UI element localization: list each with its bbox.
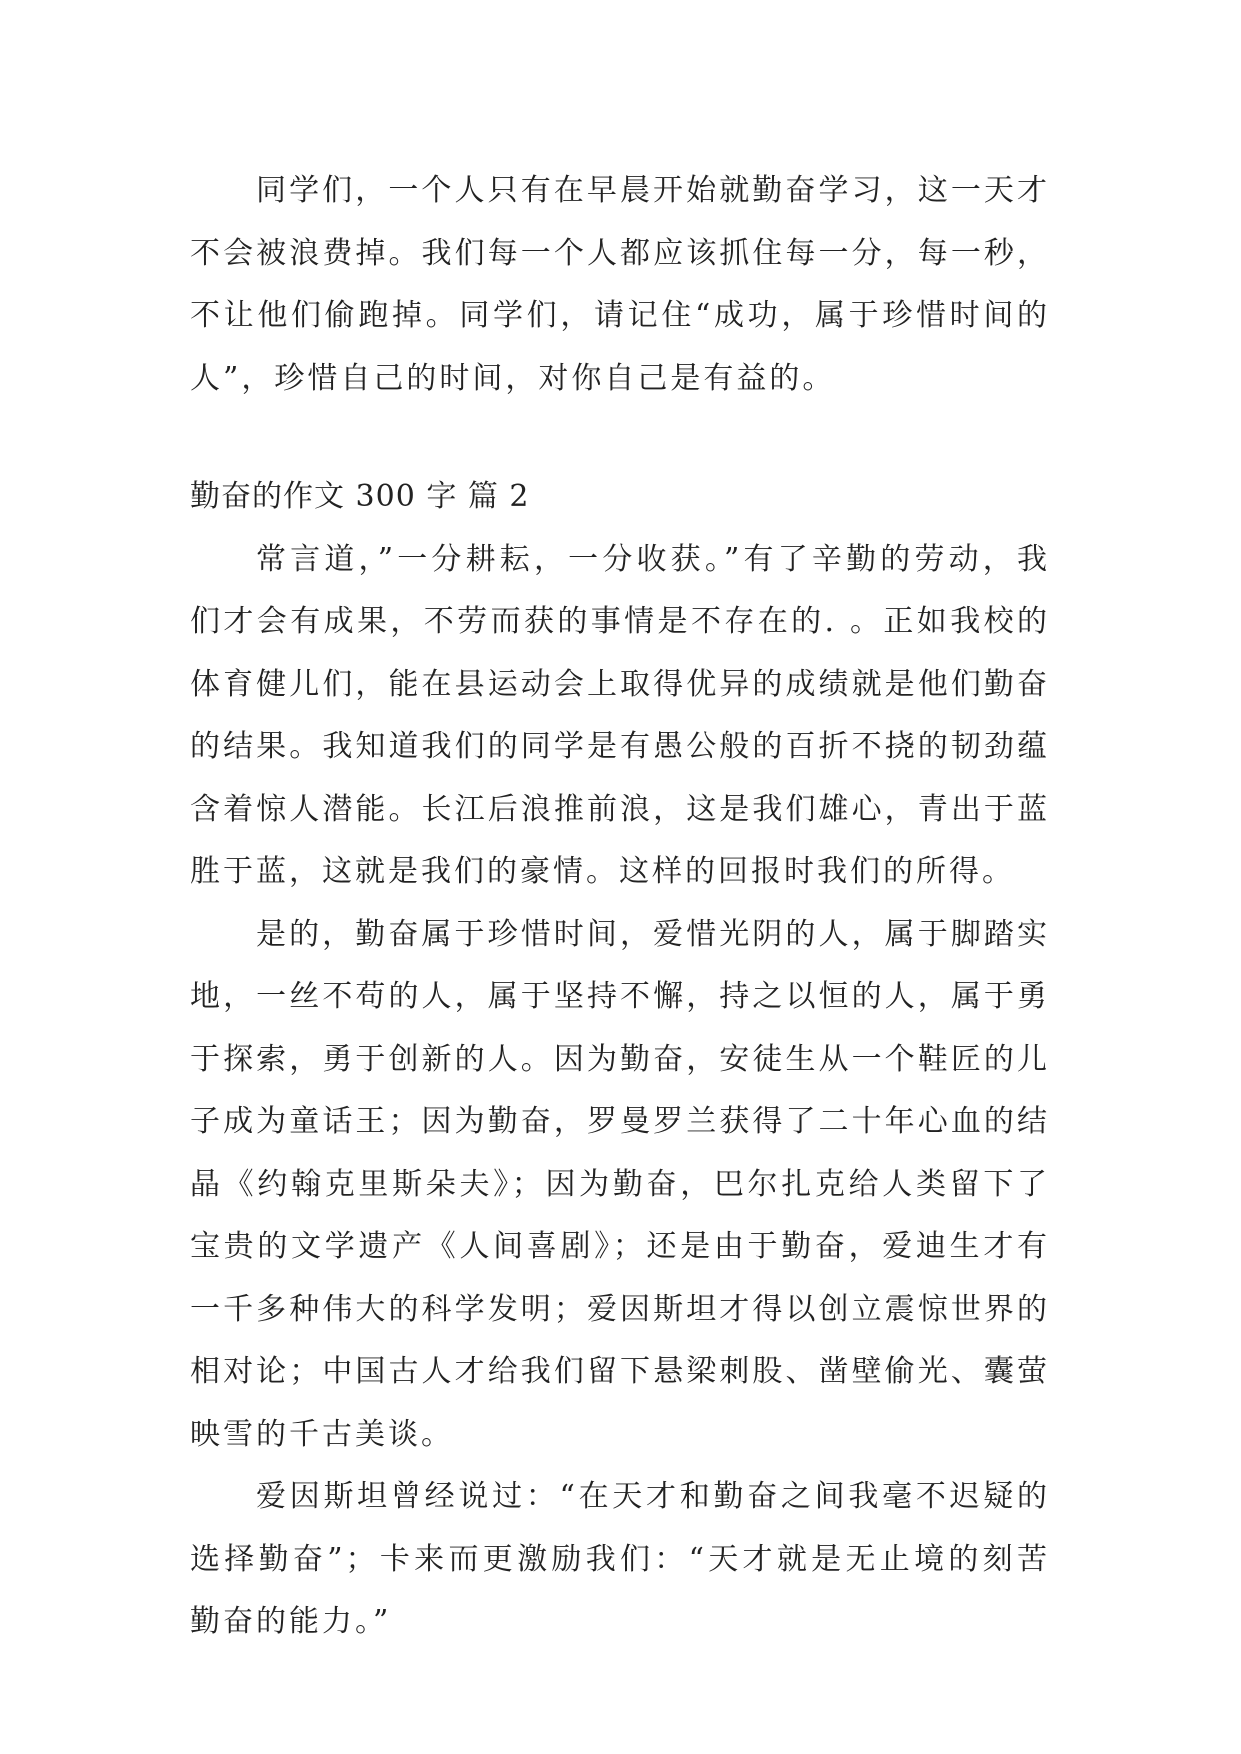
paragraph-3: 是的，勤奋属于珍惜时间，爱惜光阴的人，属于脚踏实地，一丝不苟的人，属于坚持不懈，持之以恒的人，属于勇于探索，勇于创新的人。因为勤奋，安徒生从一个鞋匠的儿子成为童话王；因为勤奋，罗曼罗兰获得了二十年心血的结晶《约翰克里斯朵夫》；因为勤奋，巴尔扎克给人类留下了宝贵的文学遗产《人间喜剧》；还是由于勤奋，爱迪生才有一千多种伟大的科学发明；爱因斯坦才得以创立震惊世界的相对论；中国古人才给我们留下悬梁刺股、凿壁偷光、囊萤映雪的千古美谈。 — [190, 916, 1050, 1452]
document-body — [190, 160, 1050, 1654]
section-gap — [190, 410, 1050, 466]
paragraph-4: 爱因斯坦曾经说过：“在天才和勤奋之间我毫不迟疑的选择勤奋”；卡来而更激励我们：“天才就是无止境的刻苦勤奋的能力。” — [190, 1479, 1050, 1639]
paragraph-1: 同学们，一个人只有在早晨开始就勤奋学习，这一天才不会被浪费掉。我们每一个人都应该抓住每一分，每一秒，不让他们偷跑掉。同学们，请记住“成功，属于珍惜时间的人”，珍惜自己的时间，对你自己是有益的。 — [190, 173, 1050, 396]
section-heading: 勤奋的作文 300 字 篇 2 — [190, 479, 530, 514]
paragraph-2: 常言道，”一分耕耘，一分收获。”有了辛勤的劳动，我们才会有成果，不劳而获的事情是不存在的. 。正如我校的体育健儿们，能在县运动会上取得优异的成绩就是他们勤奋的结果。我知道我们的同学是有愚公般的百折不挠的韧劲蕴含着惊人潜能。长江后浪推前浪，这是我们雄心，青出于蓝胜于蓝，这就是我们的豪情。这样的回报时我们的所得。 — [190, 541, 1050, 889]
